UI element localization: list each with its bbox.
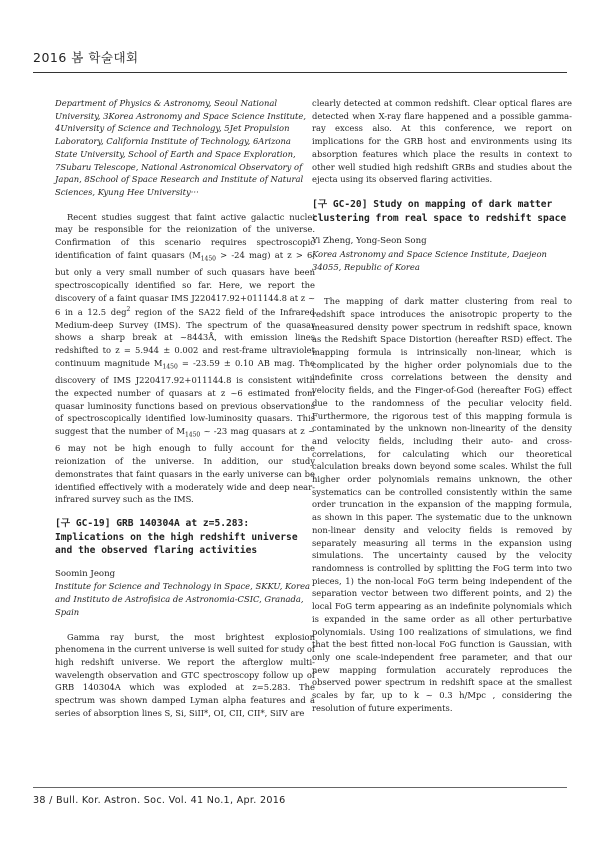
abstract-text-part: Recent studies suggest that faint active galactic nuclei may be responsible for the reionization of the universe. Confirmation of this scenario requires spectroscopic identification of faint quasars (M — [55, 211, 315, 260]
gc20-title: [구 GC-20] Study on mapping of dark matter clustering from real space to redshift space — [312, 198, 567, 224]
footer-rule — [33, 787, 567, 788]
gc20-authors: Yi Zheng, Yong-Seon Song — [312, 236, 427, 247]
page-footer: 38 / Bull. Kor. Astron. Soc. Vol. 41 No.1, Apr. 2016 — [33, 795, 286, 806]
gc19-affiliation: Institute for Science and Technology in Space, SKKU, Korea and Instituto de Astrofisica de Astronomia-CSIC, Granada, Spain — [55, 581, 311, 617]
abstract-text-part: = -23.59 ± 0.10 AB mag. The discovery of IMS J220417.92+011144.8 is consistent with the expected number of quasars at z ~6 estimated from quasar luminosity functions based on previous observations of spectroscopically identified low-luminosity quasars. This suggest that the number of M — [55, 357, 315, 437]
gc19-abstract: Gamma ray burst, the most brightest explosion phenomena in the current universe is well suited for study of high redshift universe. We report the afterglow multi-wavelength observation and GTC spectroscopy follow up of GRB 140304A which was exploded at z=5.283. The spectrum was shown damped Lyman alpha features and a series of absorption lines S, Si, SiII*, OI, CII, CII*, SiIV are — [55, 631, 316, 718]
abstract-text-part: ~ -23 mag quasars at z ~ 6 may not be high enough to fully account for the reionization of the universe. In addition, our study demonstrates that faint quasars in the early universe can be identified effectively with a moderately wide and deep near-infrared survey such as the IMS. — [55, 426, 315, 505]
left-column — [55, 97, 315, 719]
subscript: 1450 — [200, 255, 216, 263]
gc19-title: [구 GC-19] GRB 140304A at z=5.283: Implications on the high redshift universe and the observed flaring activities — [55, 517, 298, 557]
subscript: 1450 — [162, 363, 178, 371]
running-header: 2016 봄 학술대회 — [33, 50, 139, 65]
superscript: 2 — [126, 306, 131, 314]
gc20-affiliation: Korea Astronomy and Space Science Institute, Daejeon 34055, Republic of Korea — [312, 248, 547, 272]
gc18-abstract — [55, 211, 315, 506]
gc19-abstract-continued: clearly detected at common redshift. Clear optical flares are detected when X-ray flare happened and a possible gamma-ray excess also. At this conference, we report on implications for the GRB host and environments using its absorption features which place the results in context to other well studied high redshift GRBs and studies about the ejecta using its observed flaring activities. — [312, 98, 572, 185]
gc20-abstract: The mapping of dark matter clustering from real to redshift space introduces the anisotropic property to the measured density power spectrum in redshift space, known as the Redshift Space Distortion (hereafter RSD) effect. The mapping formula is intrinsically non-linear, which is complicated by the higher order polynomials due to the indefinite cross correlations between the density and velocity fields, and the Finger-of-God (hereafter FoG) effect due to the randomness of the peculiar velocity field. Furthermore, the rigorous test of this mapping formula is contaminated by the unknown non-linearity of the density and velocity fields, including their auto- and cross-correlations, for calculating which our theoretical calculation breaks down beyond some scales. Whilst the full higher order polynomials remains unknown, the other systematics can be controlled consistently within the same order truncation in the expansion of the mapping formula, as shown in this paper. The systematic due to the unknown non-linear density and velocity fields is removed by separately measuring all terms in the expansion using simulations. The uncertainty caused by the velocity randomness is controlled by splitting the FoG term into two pieces, 1) the non-local FoG term being independent of the separation vector between two different points, and 2) the local FoG term appearing as an indefinite polynomials which is expanded in the same order as all other perturbative polynomials. Using 100 realizations of simulations, we find that the best fitted non-local FoG function is Gaussian, with only one scale-independent free parameter, and that our new mapping formulation accurately reproduces the observed power spectrum in redshift space at the smallest scales by far, up to k ~ 0.3 h/Mpc , considering the resolution of future experiments. — [312, 296, 572, 713]
right-column — [312, 97, 572, 714]
affiliations-continued: Department of Physics & Astronomy, Seoul National University, 3Korea Astronomy and Space Science Institute, 4University of Science and Technology, 5Jet Propulsion Laboratory, California Institute of Technology, 6Arizona State University, School of Earth and Space Exploration, 7Subaru Telescope, National Astronomical Observatory of Japan, 8School of Space Research and Institute of Natural Sciences, Kyung Hee University··· — [55, 98, 307, 197]
abstract-text-part: > -24 mag) at z > 6, but only a very small number of such quasars have been spectroscopically identified so far. Here, we report the discovery of a faint quasar IMS J220417.92+011144.8 at z ~ 6 in a 12.5 deg — [55, 249, 315, 318]
abstract-text-part: region of the SA22 field of the Infrared Medium-deep Survey (IMS). The spectrum of the quasar shows a sharp break at ~8443Å, with emission lines redshifted to z = 5.944 ± 0.002 and rest-frame ultraviolet continuum magnitude M — [55, 307, 315, 368]
gc19-author: Soomin Jeong — [55, 568, 116, 579]
header-rule — [33, 72, 567, 73]
subscript: 1450 — [184, 431, 201, 439]
